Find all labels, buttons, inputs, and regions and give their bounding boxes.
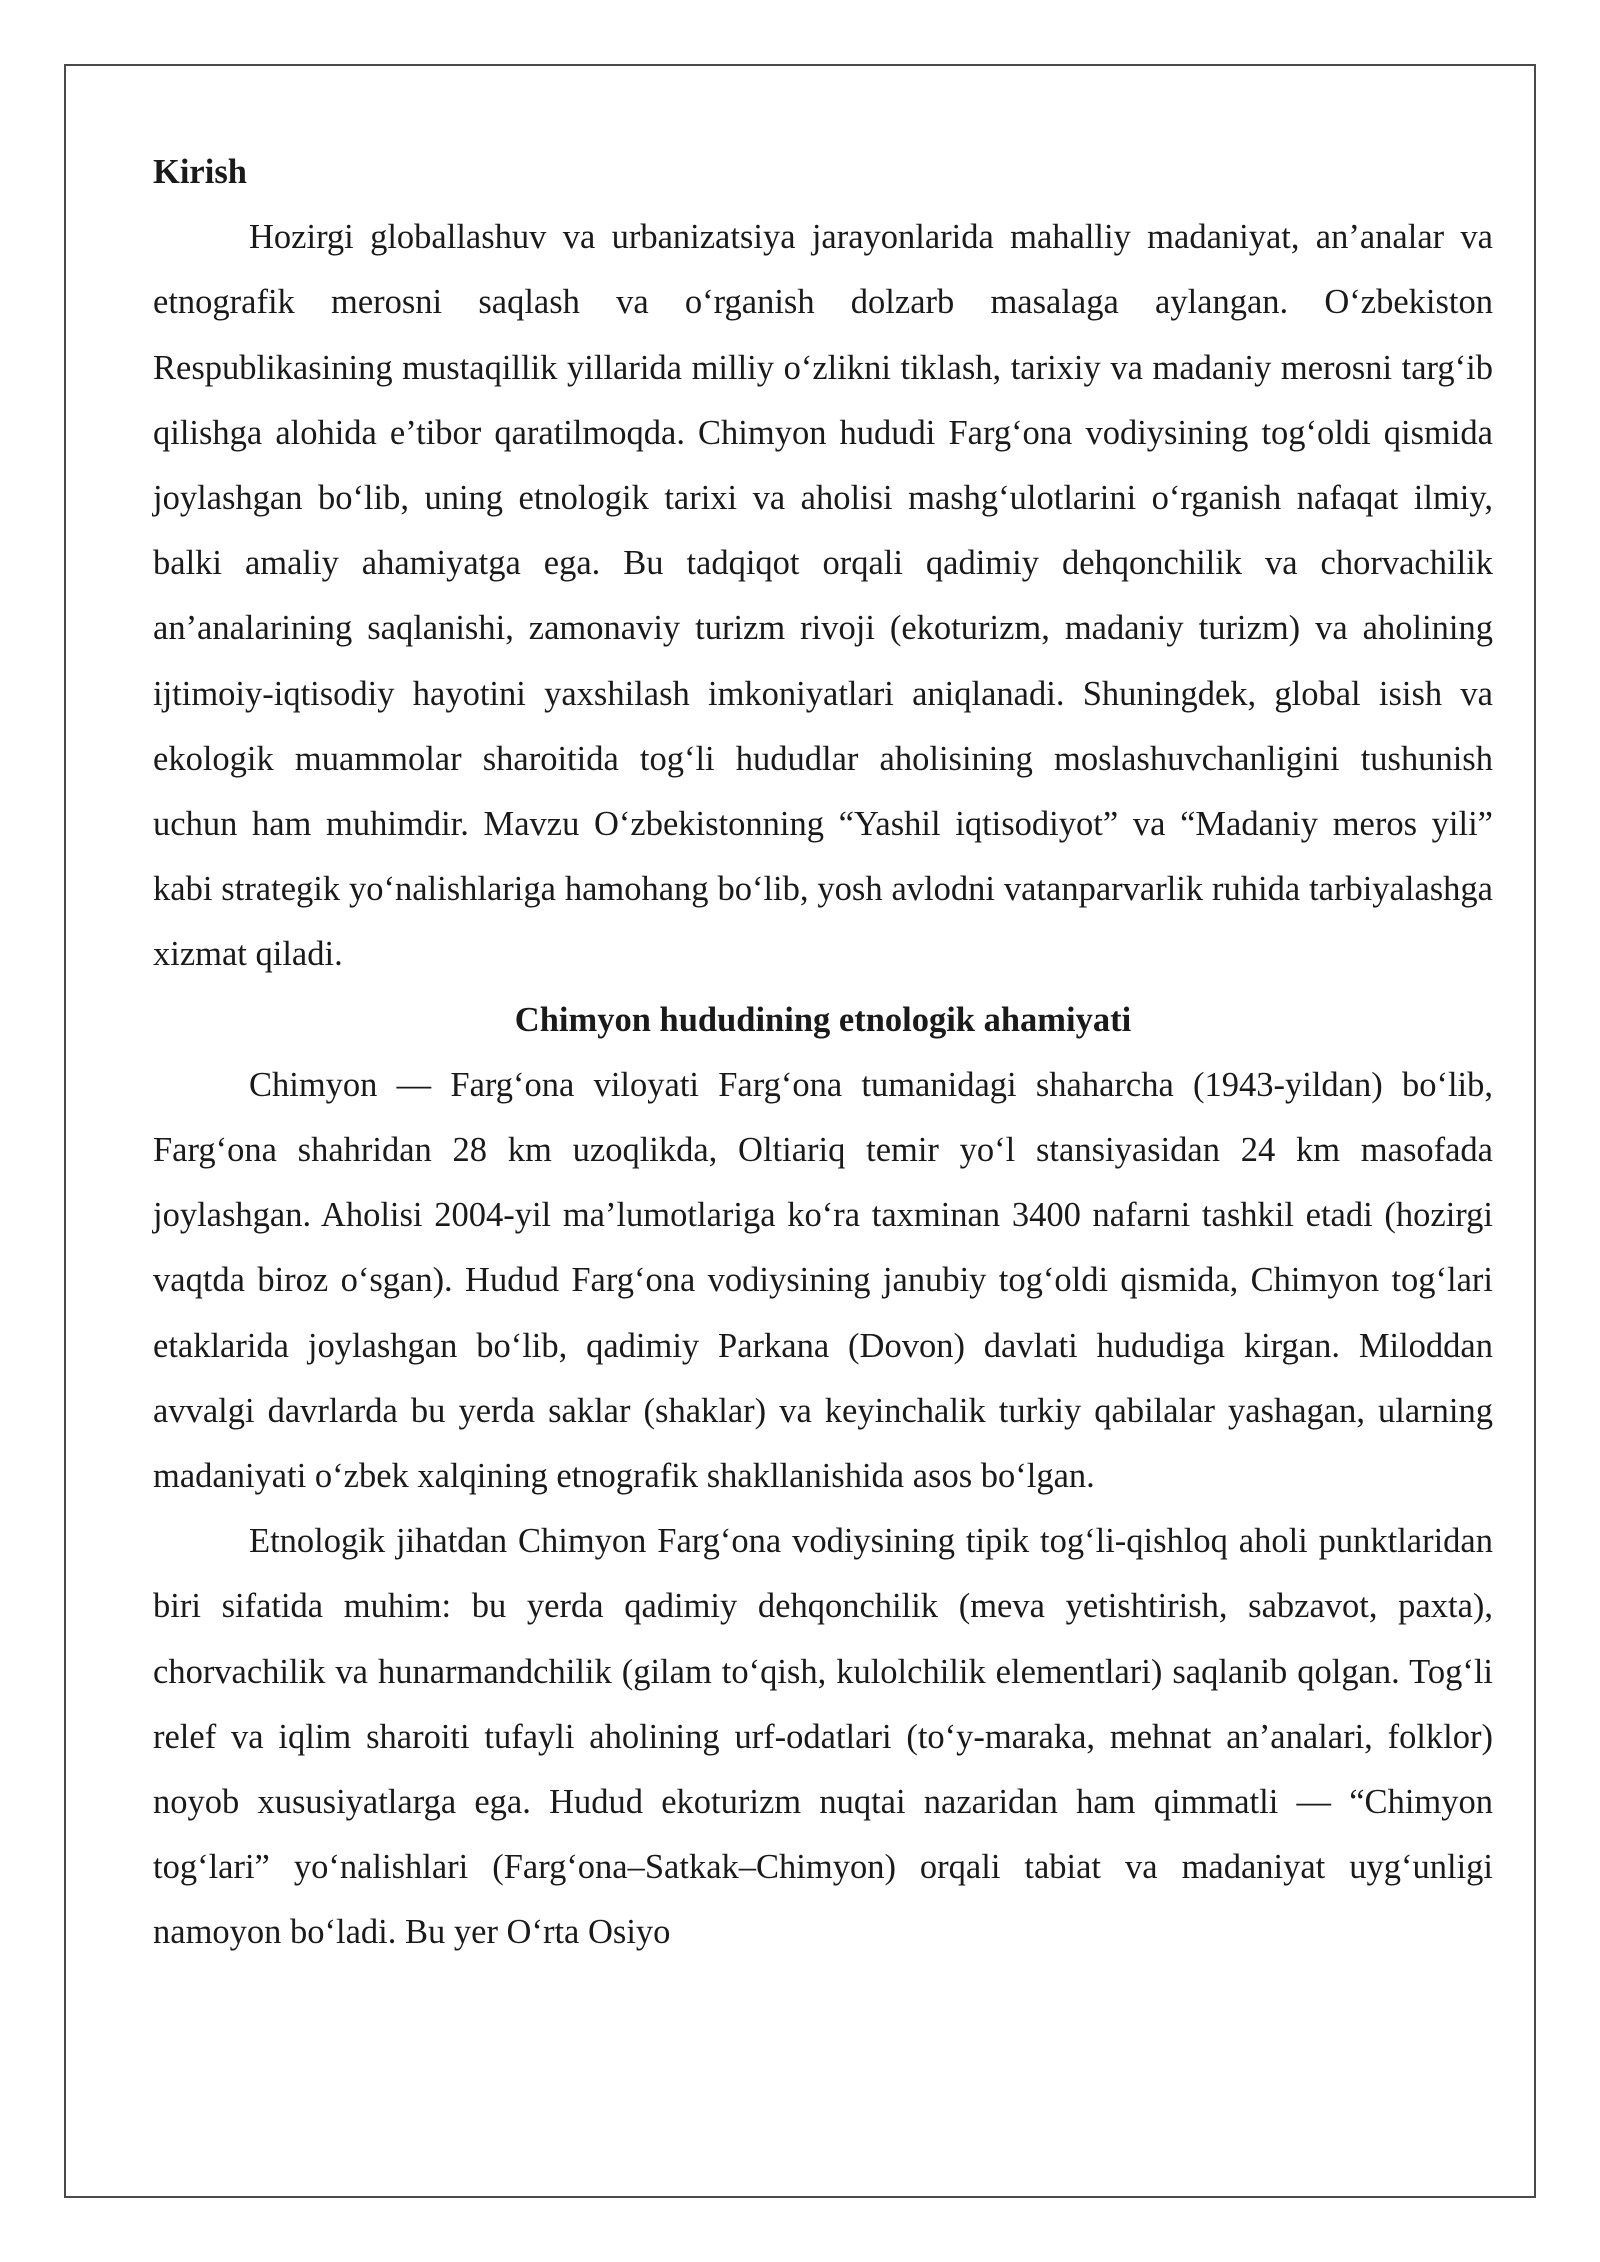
section-heading: Chimyon hududining etnologik ahamiyati — [514, 1000, 1132, 1039]
section-paragraph-2: Etnologik jihatdan Chimyon Farg‘ona vodiysining tipik tog‘li-qishloq aholi punktlaridan biri sifatida muhim: bu yerda qadimiy dehqonchilik (meva yetishtirish, sabzavot, paxta), chorvachilik va hunarmandchilik (gilam to‘qish, kulolchilik elementlari) saqlanib qolgan. Tog‘li relef va iqlim sharoiti tufayli aholining urf-odatlari (to‘y-maraka, mehnat an’analari, folklor) noyob xususiyatlarga ega. Hudud ekoturizm nuqtai nazaridan ham qimmatli — “Chimyon tog‘lari” yo‘nalishlari (Farg‘ona–Satkak–Chimyon) orqali tabiat va madaniyat uyg‘unligi namoyon bo‘ladi. Bu yer O‘rta Osiyo — [153, 1522, 1493, 1952]
section-paragraph-1: Chimyon — Farg‘ona viloyati Farg‘ona tumanidagi shaharcha (1943-yildan) bo‘lib, Farg‘ona shahridan 28 km uzoqlikda, Oltiariq temir yo‘l stansiyasidan 24 km masofada joylashgan. Aholisi 2004-yil ma’lumotlariga ko‘ra taxminan 3400 nafarni tashkil etadi (hozirgi vaqtda biroz o‘sgan). Hudud Farg‘ona vodiysining janubiy tog‘oldi qismida, Chimyon tog‘lari etaklarida joylashgan bo‘lib, qadimiy Parkana (Dovon) davlati hududiga kirgan. Miloddan avvalgi davrlarda bu yerda saklar (shaklar) va keyinchalik turkiy qabilalar yashagan, ularning madaniyati o‘zbek xalqining etnografik shakllanishida asos bo‘lgan. — [153, 1065, 1493, 1496]
intro-heading: Kirish — [153, 153, 247, 191]
document-body — [153, 140, 1493, 1966]
intro-paragraph: Hozirgi globallashuv va urbanizatsiya jarayonlarida mahalliy madaniyat, an’analar va etnografik merosni saqlash va o‘rganish dolzarb masalaga aylangan. O‘zbekiston Respublikasining mustaqillik yillarida milliy o‘zlikni tiklash, tarixiy va madaniy merosni targ‘ib qilishga alohida e’tibor qaratilmoqda. Chimyon hududi Farg‘ona vodiysining tog‘oldi qismida joylashgan bo‘lib, uning etnologik tarixi va aholisi mashg‘ulotlarini o‘rganish nafaqat ilmiy, balki amaliy ahamiyatga ega. Bu tadqiqot orqali qadimiy dehqonchilik va chorvachilik an’analarining saqlanishi, zamonaviy turizm rivoji (ekoturizm, madaniy turizm) va aholining ijtimoiy-iqtisodiy hayotini yaxshilash imkoniyatlari aniqlanadi. Shuningdek, global isish va ekologik muammolar sharoitida tog‘li hududlar aholisining moslashuvchanligini tushunish uchun ham muhimdir. Mavzu O‘zbekistonning “Yashil iqtisodiyot” va “Madaniy meros yili” kabi strategik yo‘nalishlariga hamohang bo‘lib, yosh avlodni vatanparvarlik ruhida tarbiyalashga xizmat qiladi. — [153, 218, 1493, 974]
